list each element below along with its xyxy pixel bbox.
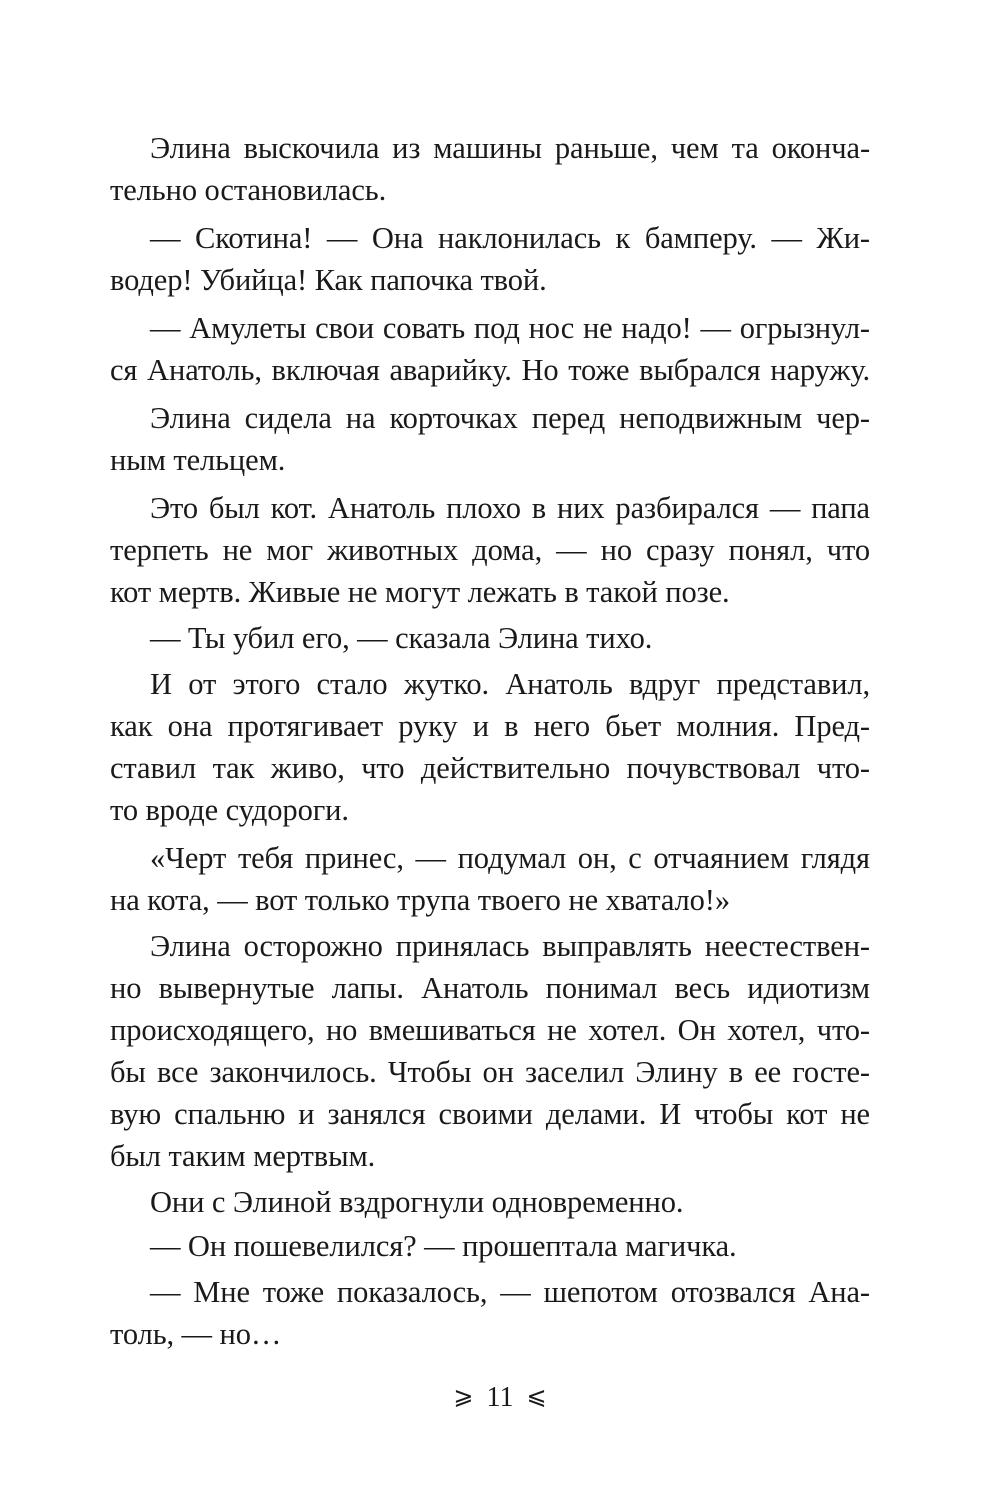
text-line: — Он пошевелился? — прошептала магичка. <box>150 1229 737 1263</box>
text-line: Элина выскочила из машины раньше, чем та оконча- <box>150 131 870 165</box>
text-line: Это был кот. Анатоль плохо в них разбирался — папа <box>150 491 870 525</box>
text-line: ся Анатоль, включая аварийку. Но тоже выбрался наружу. <box>110 353 870 387</box>
text-line: происходящего, но вмешиваться не хотел. Он хотел, что- <box>110 1013 870 1047</box>
text-line: «Черт тебя принес, — подумал он, с отчаянием глядя <box>150 841 870 875</box>
text-line: ным тельцем. <box>110 443 286 477</box>
text-line: как она протягивает руку и в него бьет молния. Пред- <box>110 709 870 743</box>
text-line: водер! Убийца! Как папочка твой. <box>110 263 547 297</box>
text-line: — Скотина! — Она наклонилась к бамперу. — Жи- <box>150 221 870 255</box>
text-line: был таким мертвым. <box>110 1139 376 1173</box>
text-line: тельно остановилась. <box>110 173 387 207</box>
page-number: 11 <box>486 1382 514 1413</box>
page-number-footer <box>0 1378 1000 1416</box>
text-line: бы все закончилось. Чтобы он заселил Элину в ее госте- <box>110 1055 870 1089</box>
text-line: Элина сидела на корточках перед неподвижным чер- <box>150 401 870 435</box>
text-line: — Мне тоже показалось, — шепотом отозвался Ана- <box>150 1275 870 1309</box>
text-line: — Амулеты свои совать под нос не надо! — огрызнул- <box>150 311 870 345</box>
text-line: на кота, — вот только трупа твоего не хватало!» <box>110 883 731 917</box>
text-line: терпеть не мог животных дома, — но сразу понял, что <box>110 533 870 567</box>
text-line: ставил так живо, что действительно почувствовал что- <box>110 751 870 785</box>
text-line: — Ты убил его, — сказала Элина тихо. <box>150 621 653 655</box>
text-line: И от этого стало жутко. Анатоль вдруг представил, <box>150 667 870 701</box>
text-line: толь, — но… <box>110 1317 282 1351</box>
text-line: то вроде судороги. <box>110 793 349 827</box>
right-ornament-icon: ⩽ <box>526 1382 547 1410</box>
text-line: вую спальню и занялся своими делами. И чтобы кот не <box>110 1097 870 1131</box>
text-line: Они с Элиной вздрогнули одновременно. <box>150 1185 684 1219</box>
text-line: кот мертв. Живые не могут лежать в такой позе. <box>110 575 730 609</box>
text-line: Элина осторожно принялась выправлять неестествен- <box>150 929 870 963</box>
text-line: но вывернутые лапы. Анатоль понимал весь идиотизм <box>110 971 870 1005</box>
left-ornament-icon: ⩾ <box>453 1382 474 1410</box>
